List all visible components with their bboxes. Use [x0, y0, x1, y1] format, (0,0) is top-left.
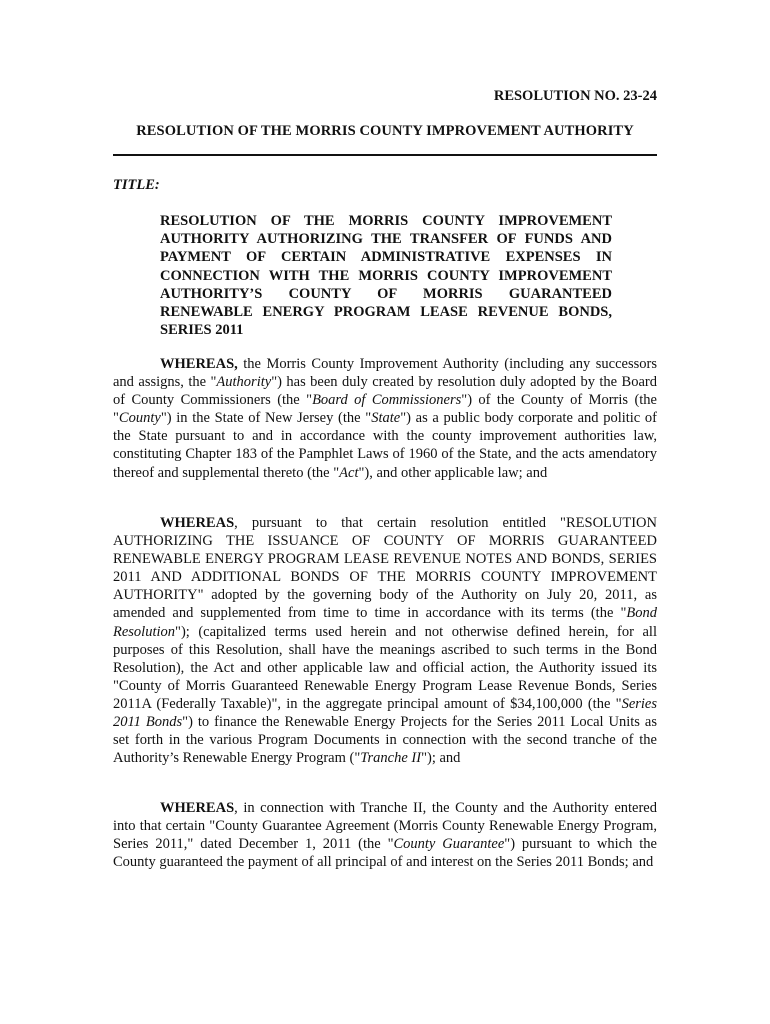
whereas-paragraph-1: [113, 355, 657, 482]
paragraph-text: ") has been duly created by resolution duly adopted by the Board of County Commissioners (the ": [113, 374, 657, 409]
paragraph-text: "), and other applicable law; and: [358, 464, 548, 481]
defined-term: Act: [339, 464, 359, 481]
defined-term: Authority: [216, 374, 272, 391]
paragraph-text: "); (capitalized terms used herein and not otherwise defined herein, for all purposes of this Resolution, shall have the meanings ascribed to such terms in the Bond Resolution), the Act and other applicable law and official action, the Authority issued its "County of Morris Guaranteed Renewable Energy Program Lease Revenue Bonds, Series 2011A (Federally Taxable)", in the aggregate principal amount of $34,100,000 (the ": [113, 623, 657, 712]
paragraph-text: , in connection with Tranche II, the County and the Authority entered into that certain "County Guarantee Agreement (Morris County Renewable Energy Program, Series 2011," dated December 1, 2011 (the ": [113, 800, 657, 853]
defined-term: County: [118, 410, 161, 427]
paragraph-text: the Morris County Improvement Authority (including any successors and assigns, the ": [113, 356, 657, 391]
whereas-lead: WHEREAS: [160, 515, 235, 531]
paragraph-text: ") in the State of New Jersey (the ": [160, 410, 372, 427]
whereas-lead: WHEREAS: [160, 800, 235, 816]
defined-term: Series 2011 Bonds: [113, 695, 657, 731]
paragraph-text: , pursuant to that certain resolution entitled "RESOLUTION AUTHORIZING THE ISSUANCE OF COUNTY OF MORRIS GUARANTEED RENEWABLE ENERGY PROGRAM LEASE REVENUE NOTES AND BONDS, SERIES 2011 AND ADDITIONAL BONDS OF THE MORRIS COUNTY IMPROVEMENT AUTHORITY" adopted by the governing body of the Authority on July 20, 2011, as amended and supplemented from time to time in accordance with its terms (the ": [113, 515, 657, 622]
paragraph-text: ") pursuant to which the County guaranteed the payment of all principal of and interest on the Series 2011 Bonds; and: [113, 836, 657, 871]
paragraph-text: ") of the County of Morris (the ": [113, 392, 657, 427]
defined-term: Tranche II: [360, 750, 422, 767]
title-divider: [113, 154, 657, 156]
whereas-paragraph-2: [113, 514, 657, 767]
resolution-number: RESOLUTION NO. 23-24: [493, 88, 657, 104]
defined-term: State: [371, 410, 401, 427]
whereas-paragraph-3: [113, 799, 657, 871]
paragraph-text: ") as a public body corporate and politic of the State pursuant to and in accordance with the county improvement authorities law, constituting Chapter 183 of the Pamphlet Laws of 1960 of the State, and the acts amendatory thereof and supplemental thereto (the ": [113, 410, 658, 481]
defined-term: Bond Resolution: [113, 605, 657, 640]
document-title: RESOLUTION OF THE MORRIS COUNTY IMPROVEMENT AUTHORITY: [136, 123, 634, 139]
whereas-lead: WHEREAS,: [160, 356, 238, 372]
defined-term: County Guarantee: [393, 836, 505, 853]
paragraph-text: ") to finance the Renewable Energy Projects for the Series 2011 Local Units as set forth in the various Program Documents in connection with the second tranche of the Authority’s Renewable Energy Program (": [113, 714, 657, 767]
defined-term: Board of Commissioners: [312, 392, 462, 409]
title-label: TITLE:: [113, 177, 160, 193]
paragraph-text: "); and: [421, 750, 461, 767]
resolution-title-text: RESOLUTION OF THE MORRIS COUNTY IMPROVEMENT AUTHORITY AUTHORIZING THE TRANSFER OF FUNDS AND PAYMENT OF CERTAIN ADMINISTRATIVE EXPENSES IN CONNECTION WITH THE MORRIS COUNTY IMPROVEMENT AUTHORITY’S COUNTY OF MORRIS GUARANTEED RENEWABLE ENERGY PROGRAM LEASE REVENUE BONDS, SERIES 2011: [160, 213, 612, 339]
